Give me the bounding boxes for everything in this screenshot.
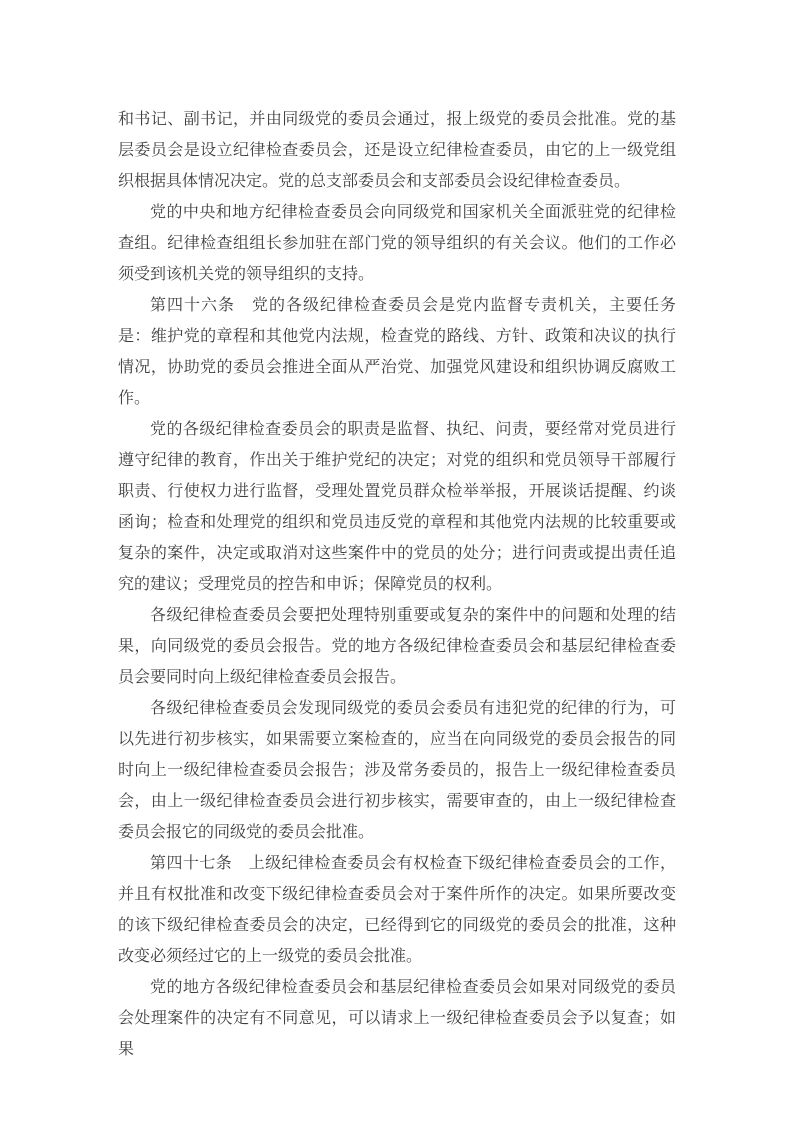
document-text-block	[118, 104, 676, 1065]
paragraph-dispatched-inspection-groups: 党的中央和地方纪律检查委员会向同级党和国家机关全面派驻党的纪律检查组。纪律检查组组长参加驻在部门党的领导组织的有关会议。他们的工作必须受到该机关党的领导组织的支持。	[118, 204, 676, 283]
paragraph-article-46-duties: 党的各级纪律检查委员会的职责是监督、执纪、问责，要经常对党员进行遵守纪律的教育，作出关于维护党纪的决定；对党的组织和党员领导干部履行职责、行使权力进行监督，受理处置党员群众检举举报，开展谈话提醒、约谈函询；检查和处理党的组织和党员违反党的章程和其他党内法规的比较重要或复杂的案件，决定或取消对这些案件中的党员的处分；进行问责或提出责任追究的建议；受理党员的控告和申诉；保障党员的权利。	[118, 421, 676, 593]
paragraph-article-47-higher-commissions: 第四十七条 上级纪律检查委员会有权检查下级纪律检查委员会的工作，并且有权批准和改变下级纪律检查委员会对于案件所作的决定。如果所要改变的该下级纪律检查委员会的决定，已经得到它的同级党的委员会的批准，这种改变必须经过它的上一级党的委员会批准。	[118, 855, 676, 965]
paragraph-continuation: 和书记、副书记，并由同级党的委员会通过，报上级党的委员会批准。党的基层委员会是设立纪律检查委员会，还是设立纪律检查委员，由它的上一级党组织根据具体情况决定。党的总支部委员会和支部委员会设纪律检查委员。	[118, 111, 676, 190]
paragraph-reporting-cases: 各级纪律检查委员会要把处理特别重要或复杂的案件中的问题和处理的结果，向同级党的委员会报告。党的地方各级纪律检查委员会和基层纪律检查委员会要同时向上级纪律检查委员会报告。	[118, 607, 676, 686]
paragraph-article-46-tasks: 第四十六条 党的各级纪律检查委员会是党内监督专责机关，主要任务是：维护党的章程和其他党内法规，检查党的路线、方针、政策和决议的执行情况，协助党的委员会推进全面从严治党、加强党风建设和组织协调反腐败工作。	[118, 297, 676, 407]
paragraph-review-request: 党的地方各级纪律检查委员会和基层纪律检查委员会如果对同级党的委员会处理案件的决定有不同意见，可以请求上一级纪律检查委员会予以复查；如果	[118, 979, 676, 1058]
paragraph-discipline-violations-verification: 各级纪律检查委员会发现同级党的委员会委员有违犯党的纪律的行为，可以先进行初步核实，如果需要立案检查的，应当在向同级党的委员会报告的同时向上一级纪律检查委员会报告；涉及常务委员的，报告上一级纪律检查委员会，由上一级纪律检查委员会进行初步核实，需要审查的，由上一级纪律检查委员会报它的同级党的委员会批准。	[118, 700, 676, 841]
